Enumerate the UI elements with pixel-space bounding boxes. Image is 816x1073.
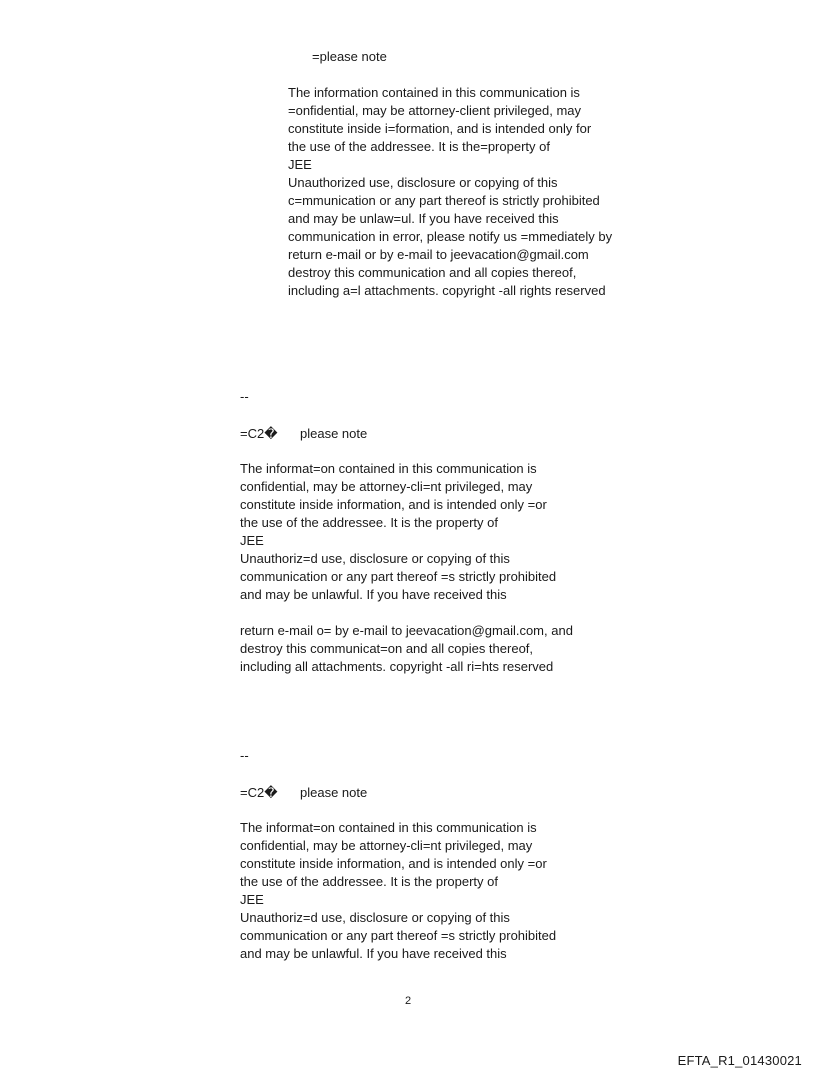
section3-prefix: =C2�: [240, 785, 278, 800]
section1-line-7: c=mmunication or any part thereof is strictly prohibited: [288, 193, 600, 208]
section3-line-5: JEE: [240, 892, 264, 907]
section2-line-11: including all attachments. copyright -all ri=hts reserved: [240, 659, 554, 674]
section2-line-10: destroy this communicat=on and all copies thereof,: [240, 641, 534, 656]
section1-line-2: =onfidential, may be attorney-client privileged, may: [288, 103, 582, 118]
section1-line-1: The information contained in this communication is: [288, 85, 580, 100]
section2-line-3: constitute inside information, and is intended only =or: [240, 497, 547, 512]
section1-line-5: JEE: [288, 157, 312, 172]
section3-heading: please note: [300, 785, 368, 800]
section2-line-9: return e-mail o= by e-mail to jeevacation@gmail.com, and: [240, 623, 573, 638]
section3-line-7: communication or any part thereof =s strictly prohibited: [240, 928, 557, 943]
section1-body: [288, 84, 612, 300]
section2-body: [240, 460, 573, 676]
document-id-footer: EFTA_R1_01430021: [677, 1053, 802, 1068]
section1-line-6: Unauthorized use, disclosure or copying of this: [288, 175, 558, 190]
section1-line-10: return e-mail or by e-mail to jeevacation@gmail.com: [288, 247, 589, 262]
section1-line-12: including a=l attachments. copyright -all rights reserved: [288, 283, 606, 298]
section2-line-2: confidential, may be attorney-cli=nt privileged, may: [240, 479, 533, 494]
section2-line-8: and may be unlawful. If you have received this: [240, 587, 507, 602]
section3-line-6: Unauthoriz=d use, disclosure or copying of this: [240, 910, 510, 925]
section3-line-2: confidential, may be attorney-cli=nt privileged, may: [240, 838, 533, 853]
section3-line-4: the use of the addressee. It is the property of: [240, 874, 498, 889]
page-number: 2: [404, 995, 412, 1007]
section2-line-4: the use of the addressee. It is the property of: [240, 515, 498, 530]
section2-line-1: The informat=on contained in this communication is: [240, 461, 537, 476]
section1-line-4: the use of the addressee. It is the=property of: [288, 139, 550, 154]
section3-note-line: [240, 784, 367, 802]
section2-prefix: =C2�: [240, 426, 278, 441]
section3-line-8: and may be unlawful. If you have received this: [240, 946, 507, 961]
section3-body: [240, 819, 556, 963]
section1-line-9: communication in error, please notify us =mmediately by: [288, 229, 613, 244]
section3-line-1: The informat=on contained in this communication is: [240, 820, 537, 835]
section1-line-8: and may be unlaw=ul. If you have received this: [288, 211, 559, 226]
section2-line-5: JEE: [240, 533, 264, 548]
section3-line-3: constitute inside information, and is intended only =or: [240, 856, 547, 871]
section1-heading: =please note: [312, 49, 387, 64]
section2-line-7: communication or any part thereof =s strictly prohibited: [240, 569, 557, 584]
section1-line-3: constitute inside i=formation, and is intended only for: [288, 121, 592, 136]
section2-blank-line: [240, 604, 573, 622]
section3-separator: --: [240, 748, 249, 763]
section2-line-6: Unauthoriz=d use, disclosure or copying of this: [240, 551, 510, 566]
section2-heading: please note: [300, 426, 368, 441]
section1-line-11: destroy this communication and all copies thereof,: [288, 265, 577, 280]
section2-separator: --: [240, 389, 249, 404]
section2-note-line: [240, 425, 367, 443]
